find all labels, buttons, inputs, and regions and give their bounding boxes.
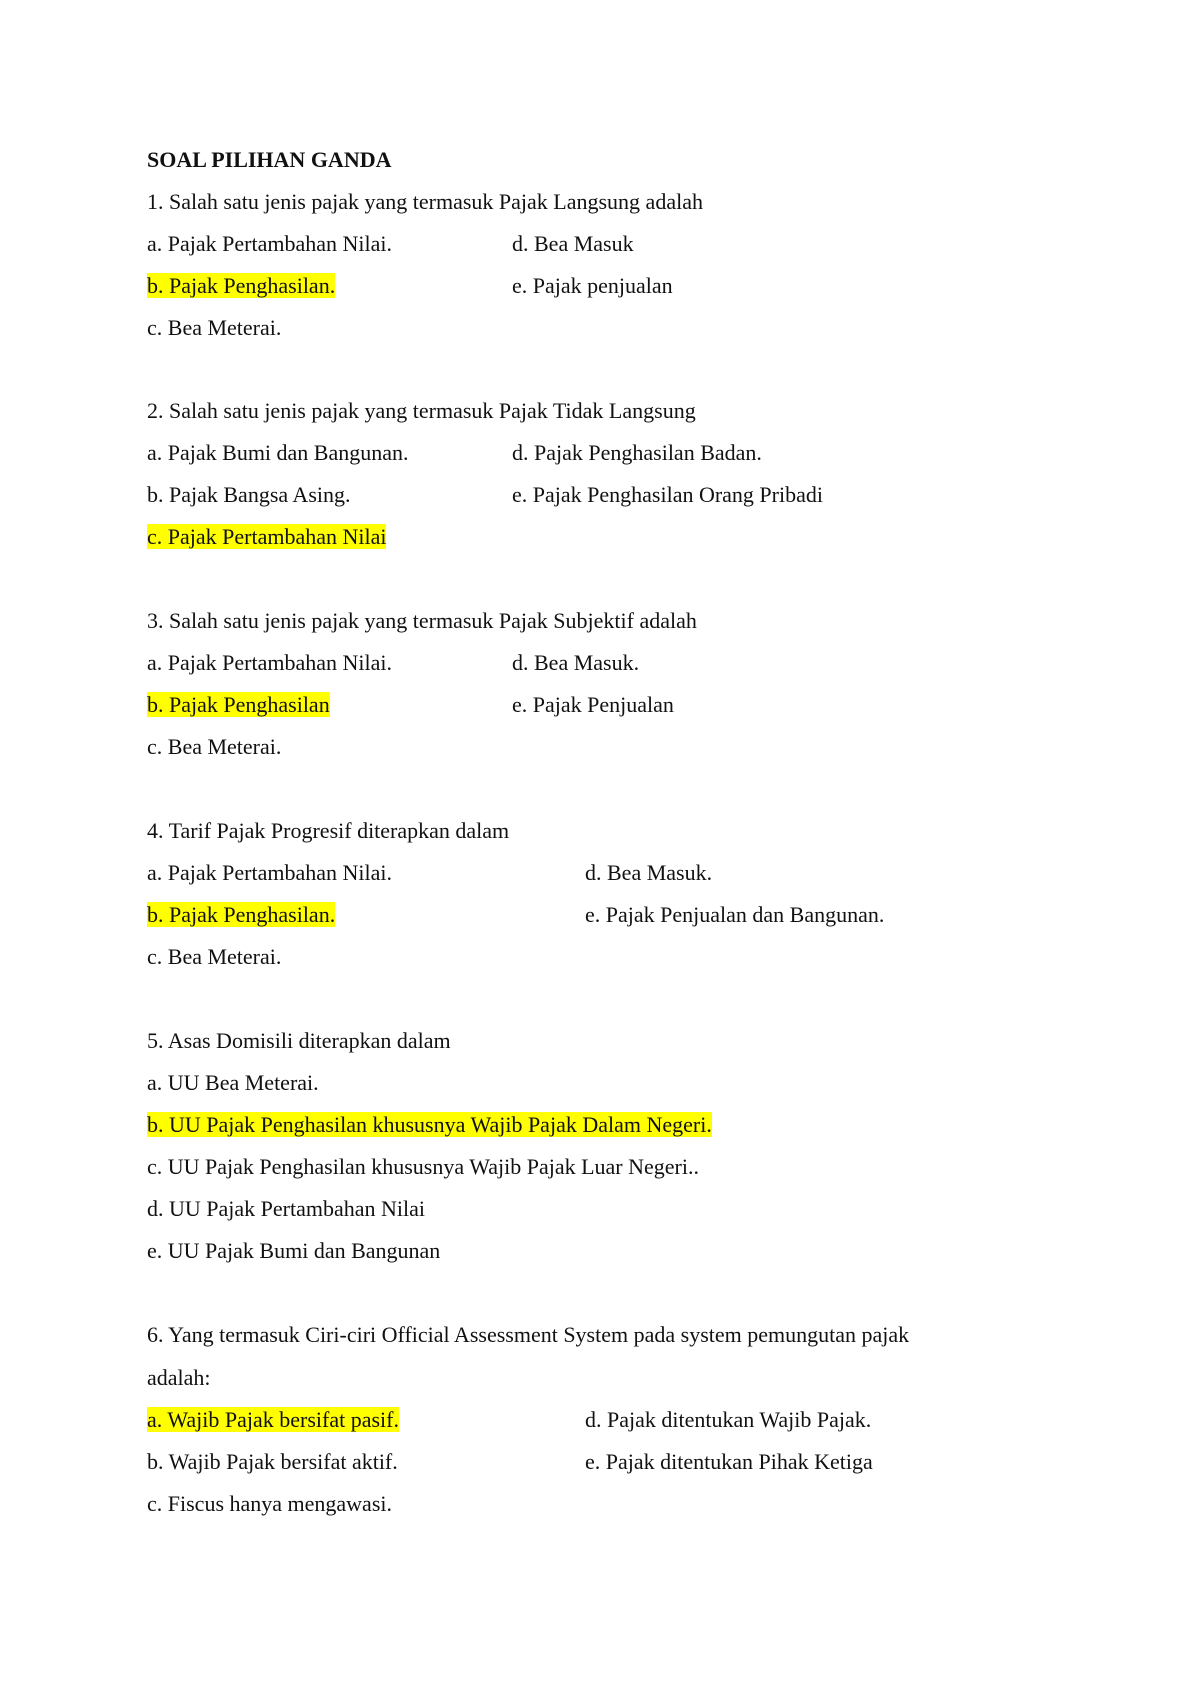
question-1-option-a: a. Pajak Pertambahan Nilai. [147, 231, 392, 256]
question-3-option-b [147, 691, 330, 719]
answer-highlight: b. Pajak Penghasilan. [147, 902, 336, 927]
question-4-option-c: c. Bea Meterai. [147, 944, 282, 969]
question-6-text-line2: adalah: [147, 1365, 211, 1390]
question-6-text-line1: 6. Yang termasuk Ciri-ciri Official Assessment System pada system pemungutan pajak [147, 1322, 910, 1347]
answer-highlight: c. Pajak Pertambahan Nilai [147, 524, 387, 549]
question-4-option-d: d. Bea Masuk. [585, 860, 713, 885]
question-6-option-a [147, 1406, 399, 1434]
question-2-text: 2. Salah satu jenis pajak yang termasuk Pajak Tidak Langsung [147, 398, 696, 423]
answer-highlight: b. Pajak Penghasilan. [147, 273, 336, 298]
question-1-option-c: c. Bea Meterai. [147, 315, 282, 340]
question-5-option-c: c. UU Pajak Penghasilan khususnya Wajib Pajak Luar Negeri.. [147, 1154, 699, 1179]
question-6-option-c: c. Fiscus hanya mengawasi. [147, 1491, 392, 1516]
question-3-option-e: e. Pajak Penjualan [512, 692, 674, 717]
question-6-option-d: d. Pajak ditentukan Wajib Pajak. [585, 1407, 872, 1432]
question-1-option-e: e. Pajak penjualan [512, 273, 673, 298]
question-3-option-c: c. Bea Meterai. [147, 734, 282, 759]
question-5-option-d: d. UU Pajak Pertambahan Nilai [147, 1196, 425, 1221]
question-1-option-b [147, 272, 335, 300]
question-4-option-a: a. Pajak Pertambahan Nilai. [147, 860, 392, 885]
question-3-text: 3. Salah satu jenis pajak yang termasuk Pajak Subjektif adalah [147, 608, 697, 633]
question-4-text: 4. Tarif Pajak Progresif diterapkan dalam [147, 818, 510, 843]
question-2-option-d: d. Pajak Penghasilan Badan. [512, 440, 762, 465]
question-2-option-c [147, 523, 386, 551]
question-5-text: 5. Asas Domisili diterapkan dalam [147, 1028, 451, 1053]
document-title: SOAL PILIHAN GANDA [147, 147, 392, 172]
question-4-option-b [147, 901, 335, 929]
question-1-text: 1. Salah satu jenis pajak yang termasuk Pajak Langsung adalah [147, 189, 703, 214]
question-6-option-b: b. Wajib Pajak bersifat aktif. [147, 1449, 398, 1474]
question-2-option-b: b. Pajak Bangsa Asing. [147, 482, 351, 507]
answer-highlight: a. Wajib Pajak bersifat pasif. [147, 1407, 399, 1432]
question-3-option-d: d. Bea Masuk. [512, 650, 640, 675]
question-2-option-e: e. Pajak Penghasilan Orang Pribadi [512, 482, 823, 507]
answer-highlight: b. UU Pajak Penghasilan khususnya Wajib Pajak Dalam Negeri. [147, 1112, 712, 1137]
question-6-option-e: e. Pajak ditentukan Pihak Ketiga [585, 1449, 873, 1474]
question-3-option-a: a. Pajak Pertambahan Nilai. [147, 650, 392, 675]
question-1-option-d: d. Bea Masuk [512, 231, 634, 256]
question-5-option-b [147, 1111, 712, 1139]
question-5-option-a: a. UU Bea Meterai. [147, 1070, 319, 1095]
question-4-option-e: e. Pajak Penjualan dan Bangunan. [585, 902, 885, 927]
question-2-option-a: a. Pajak Bumi dan Bangunan. [147, 440, 409, 465]
question-5-option-e: e. UU Pajak Bumi dan Bangunan [147, 1238, 441, 1263]
answer-highlight: b. Pajak Penghasilan [147, 692, 330, 717]
